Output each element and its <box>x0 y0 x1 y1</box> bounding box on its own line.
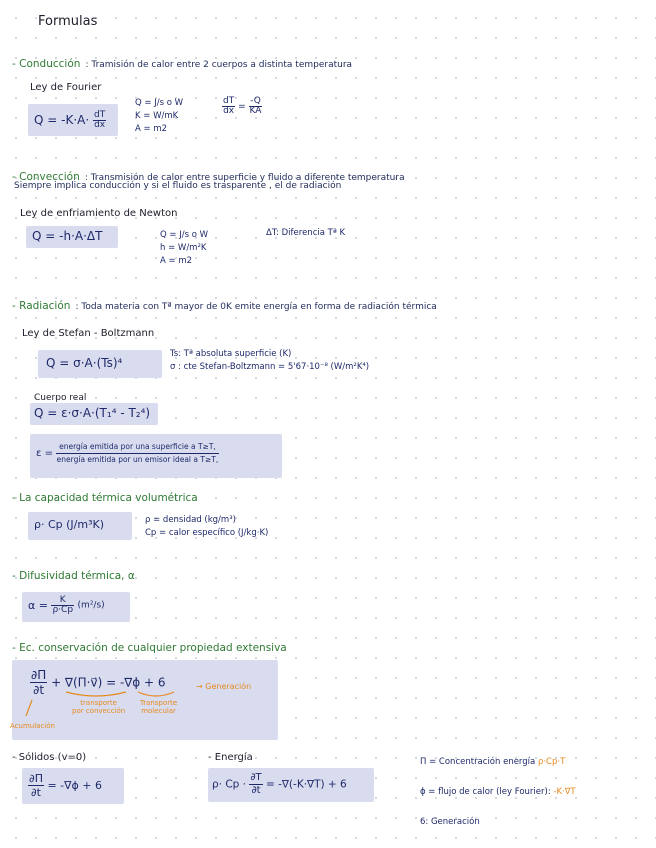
acumulacion-label: Acumulación <box>10 722 55 730</box>
fourier-var: Q = J/s o W <box>135 98 184 108</box>
convection-brace <box>66 692 126 696</box>
newton-var: h = W/m²K <box>160 243 207 253</box>
fourier-var: K = W/mK <box>135 111 179 121</box>
solidos-num: ∂Π <box>29 772 43 785</box>
difusividad-units: (m²/s) <box>77 600 105 611</box>
convection-label-line: transporte <box>80 699 117 707</box>
solidos-den: ∂t <box>30 786 41 799</box>
legend-phi-value: -K·∇T <box>553 787 576 797</box>
newton-equation: Q = -h·A·ΔT <box>32 229 103 243</box>
fourier-law-title: Ley de Fourier <box>30 82 102 93</box>
gradient-den: dx <box>223 106 235 116</box>
emissivity-num: energía emitida por una superficie a T≥T, <box>56 441 220 454</box>
newton-var: Q = J/s o W <box>160 230 209 240</box>
cuerpo-real-equation: Q = ε·σ·A·(T₁⁴ - T₂⁴) <box>34 406 151 420</box>
difusividad-den: ρ·Cp <box>52 605 74 615</box>
gradient-num2: -Q <box>250 96 261 106</box>
conservacion-num: ∂Π <box>31 668 47 682</box>
conservacion-mid: + ∇(Π·v⃗) = -∇ϕ + 6 <box>51 675 166 690</box>
conveccion-heading: - Convección <box>12 171 80 183</box>
molecular-label-line: Transporte <box>140 699 178 707</box>
gradient-num: dT <box>223 96 235 106</box>
fourier-eq-num: dT <box>94 110 106 120</box>
conservacion-den: ∂t <box>33 683 45 697</box>
legend-g: 6: Generación <box>420 817 480 827</box>
emissivity-den: energía emitida por un emisor ideal a T≥T, <box>56 455 219 464</box>
capacidad-equation: ρ· Cp (J/m³K) <box>34 518 105 531</box>
solidos-heading: - Sólidos (v=0) <box>12 752 87 763</box>
fourier-eq-den: dx <box>94 120 106 130</box>
generacion-text: Generación <box>205 682 252 691</box>
energia-rhs: = -∇(-K·∇T) + 6 <box>265 778 347 791</box>
gradient-den2: KA <box>249 106 262 116</box>
radiacion-desc: : Toda materia con Tª mayor de 0K emite energía en forma de radiación térmica <box>75 302 437 312</box>
energia-lhs: ρ· Cp · <box>212 778 247 791</box>
conservacion-heading: - Ec. conservación de cualquier propiedad extensiva <box>12 642 287 654</box>
stefan-var: Ts: Tª absoluta superficie (K) <box>170 349 292 359</box>
convection-label-line: por convección <box>72 707 126 715</box>
stefan-equation: Q = σ·A·(Ts)⁴ <box>46 356 123 370</box>
stefan-law-title: Ley de Stefan - Boltzmann <box>22 328 155 339</box>
fourier-var: A = m2 <box>135 124 168 134</box>
newton-delta: ΔT: Diferencia Tª K <box>266 228 346 238</box>
fourier-eq-lhs: Q = -K·A· <box>34 113 90 127</box>
newton-var: A = m2 <box>160 256 193 266</box>
capacidad-var: ρ = densidad (kg/m³) <box>145 515 236 525</box>
stefan-var: σ : cte Stefan-Boltzmann = 5'67·10⁻⁸ (W/m²K⁴) <box>170 362 370 372</box>
cuerpo-real-title: Cuerpo real <box>34 393 87 403</box>
conduccion-heading: - Conducción <box>12 58 81 70</box>
molecular-brace <box>138 692 174 696</box>
energia-num: ∂T <box>250 772 262 783</box>
capacidad-heading: - La capacidad térmica volumétrica <box>12 492 198 504</box>
generacion-label: → Generación <box>196 682 252 691</box>
legend-pi-value: ρ·Cp·T <box>537 757 566 767</box>
newton-law-title: Ley de enfriamiento de Newton <box>20 208 178 219</box>
energia-heading: - Energía <box>208 752 253 763</box>
placeholder-stroke <box>120 128 150 138</box>
capacidad-var: Cp = calor específico (J/kg·K) <box>145 528 269 538</box>
legend-phi-label: ϕ = flujo de calor (ley Fourier): <box>420 787 551 797</box>
gradient-eq: = <box>238 102 246 112</box>
legend-pi-label: Π = Concentración energía <box>420 757 536 767</box>
solidos-rhs: = -∇ϕ + 6 <box>47 779 102 792</box>
conveccion-desc-2: Siempre implica conducción y si el fluido es trasparente , el de radiación <box>14 181 342 191</box>
energia-den: ∂t <box>251 785 261 796</box>
difusividad-lhs: α = <box>28 599 48 612</box>
emissivity-lhs: ε = <box>36 448 53 459</box>
conveccion-desc: : Transmisión de calor entre superficie y fluido a diferente temperatura <box>84 173 405 183</box>
conduccion-desc: : Tramisión de calor entre 2 cuerpos a distinta temperatura <box>85 60 353 70</box>
acumulacion-arrow <box>26 700 32 716</box>
page-title: Formulas <box>38 14 98 29</box>
molecular-label-line: molecular <box>141 707 176 715</box>
difusividad-heading: - Difusividad térmica, α <box>12 570 135 582</box>
difusividad-num: K <box>51 596 74 606</box>
radiacion-heading: - Radiación <box>12 300 71 312</box>
